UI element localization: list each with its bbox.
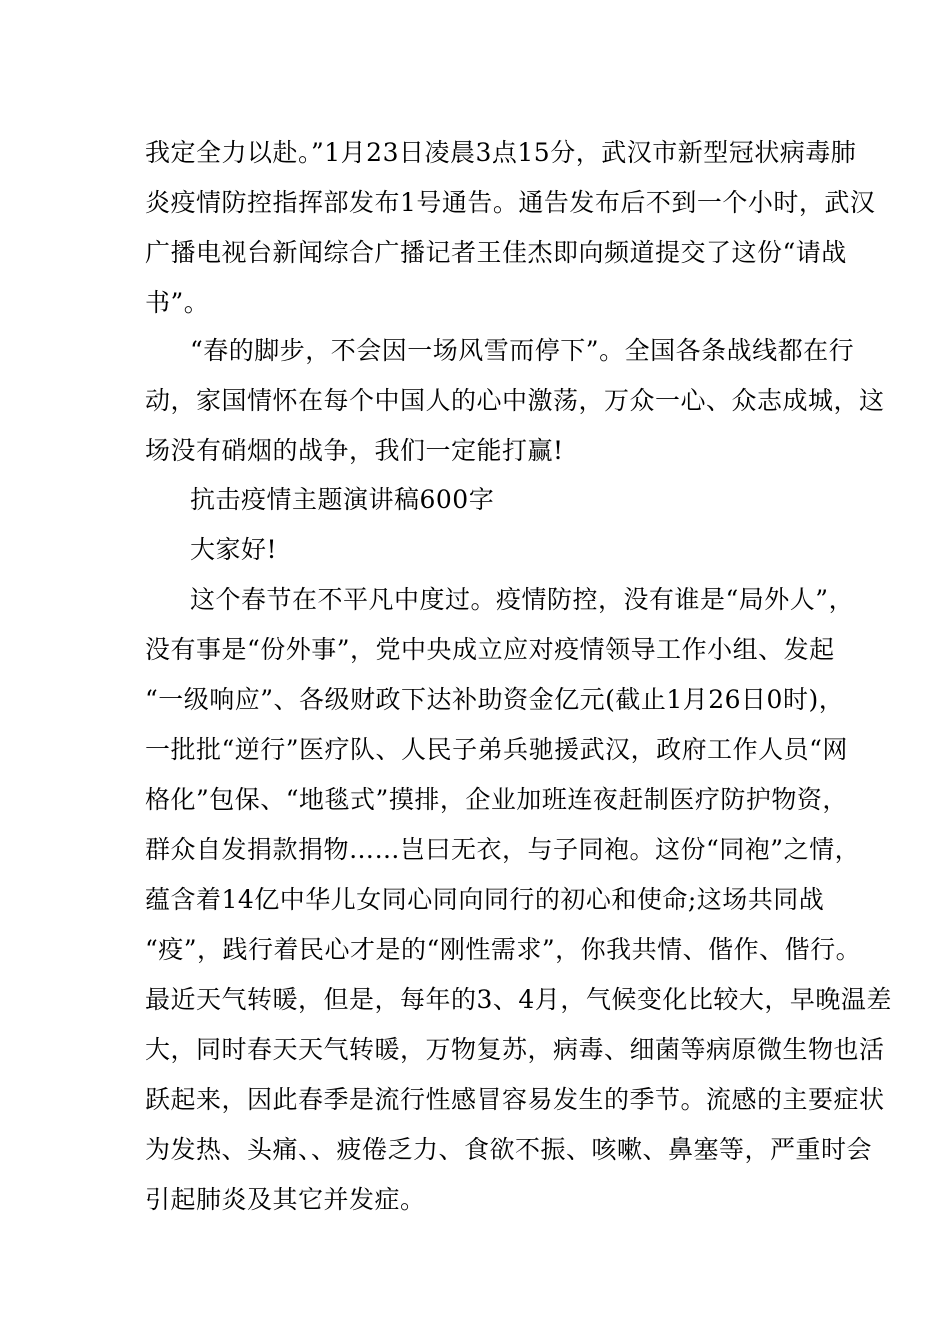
text-line: 这个春节在不平凡中度过。疫情防控，没有谁是“局外人”， bbox=[190, 585, 855, 614]
text-line: 群众自发捐款捐物……岂曰无衣，与子同袍。这份“同袍”之情， bbox=[145, 835, 861, 864]
text-line: 没有事是“份外事”，党中央成立应对疫情领导工作小组、发起 bbox=[145, 635, 835, 664]
text-line: 格化”包保、“地毯式”摸排，企业加班连夜赶制医疗防护物资， bbox=[145, 785, 848, 814]
text-line: 为发热、头痛、、疲倦乏力、食欲不振、咳嗽、鼻塞等，严重时会 bbox=[145, 1135, 873, 1164]
text-line: 炎疫情防控指挥部发布1号通告。通告发布后不到一个小时，武汉 bbox=[145, 188, 876, 217]
text-line: 引起肺炎及其它并发症。 bbox=[145, 1185, 426, 1214]
text-line: “春的脚步，不会因一场风雪而停下”。全国各条战线都在行 bbox=[190, 336, 855, 365]
text-line: 广播电视台新闻综合广播记者王佳杰即向频道提交了这份“请战 bbox=[145, 238, 847, 267]
text-line: 我定全力以赴。”1月23日凌晨3点15分，武汉市新型冠状病毒肺 bbox=[145, 138, 857, 167]
text-line: 最近天气转暖，但是，每年的3、4月，气候变化比较大，早晚温差 bbox=[145, 985, 892, 1014]
text-line: “一级响应”、各级财政下达补助资金亿元(截止1月26日0时)， bbox=[145, 685, 845, 714]
text-line: 书”。 bbox=[145, 288, 210, 317]
text-line: 动，家国情怀在每个中国人的心中激荡，万众一心、众志成城，这 bbox=[145, 386, 885, 415]
greeting: 大家好! bbox=[190, 535, 278, 564]
text-line: 场没有硝烟的战争，我们一定能打赢! bbox=[145, 436, 564, 465]
text-line: 跃起来，因此春季是流行性感冒容易发生的季节。流感的主要症状 bbox=[145, 1085, 885, 1114]
text-line: 一批批“逆行”医疗队、人民子弟兵驰援武汉，政府工作人员“网 bbox=[145, 735, 848, 764]
text-line: 大，同时春天天气转暖，万物复苏，病毒、细菌等病原微生物也活 bbox=[145, 1035, 885, 1064]
section-heading: 抗击疫情主题演讲稿600字 bbox=[190, 485, 495, 514]
text-line: “疫”，践行着民心才是的“刚性需求”，你我共情、偕作、偕行。 bbox=[145, 935, 862, 964]
text-line: 蕴含着14亿中华儿女同心同向同行的初心和使命;这场共同战 bbox=[145, 885, 825, 914]
